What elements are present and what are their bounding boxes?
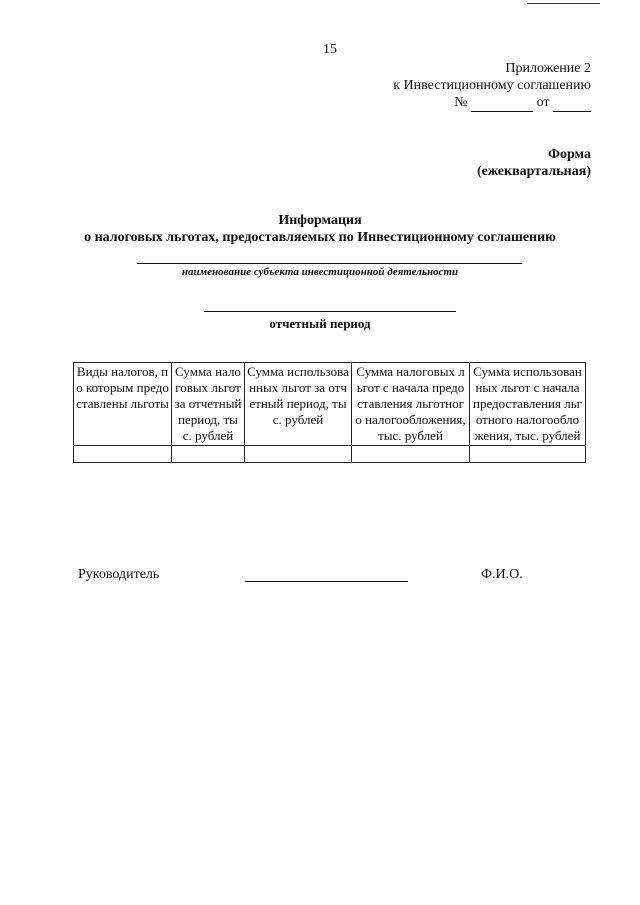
- table-cell[interactable]: [470, 446, 586, 463]
- number-prefix: №: [454, 95, 468, 110]
- top-edge-line: [527, 3, 600, 4]
- appendix-reference: к Инвестиционному соглашению: [393, 78, 591, 93]
- subject-name-line: [137, 263, 522, 264]
- table-row: [74, 446, 586, 463]
- table-header-row: [74, 363, 586, 446]
- header-benefits-total: Сумма налоговых льгот с начала предоставления льготного налогообложения, тыс. рублей: [352, 363, 470, 446]
- signature-name-label: Ф.И.О.: [481, 567, 523, 582]
- period-caption: отчетный период: [269, 316, 371, 331]
- header-used-total: Сумма использованных льгот с начала предоставления льготного налогообложения, тыс. рублей: [470, 363, 586, 446]
- page-number: 15: [323, 42, 337, 57]
- signature-line: [245, 581, 408, 582]
- number-blank: [471, 94, 533, 112]
- signature-role: Руководитель: [78, 567, 160, 582]
- header-tax-types: Виды налогов, по которым предоставлены льготы: [74, 363, 172, 446]
- header-used-period: Сумма использованных льгот за отчетный период, тыс. рублей: [245, 363, 352, 446]
- date-prefix: от: [536, 95, 550, 110]
- appendix-title: Приложение 2: [505, 61, 591, 76]
- table-cell[interactable]: [172, 446, 245, 463]
- form-label-frequency: (ежеквартальная): [476, 164, 591, 179]
- table-cell[interactable]: [74, 446, 172, 463]
- subject-caption: наименование субъекта инвестиционной деятельности: [181, 266, 459, 278]
- form-label: [477, 146, 591, 180]
- table-cell[interactable]: [245, 446, 352, 463]
- document-title: [0, 212, 640, 246]
- header-benefits-period: Сумма налоговых льгот за отчетный период, тыс. рублей: [172, 363, 245, 446]
- appendix-number-date: [393, 94, 591, 112]
- table-cell[interactable]: [352, 446, 470, 463]
- period-line: [204, 311, 456, 312]
- document-title-line2: о налоговых льготах, предоставляемых по Инвестиционному соглашению: [84, 230, 556, 245]
- date-blank: [553, 94, 591, 112]
- form-label-title: Форма: [547, 147, 591, 162]
- tax-benefits-table: [73, 362, 586, 463]
- document-title-line1: Информация: [278, 213, 362, 228]
- appendix-block: [393, 60, 591, 112]
